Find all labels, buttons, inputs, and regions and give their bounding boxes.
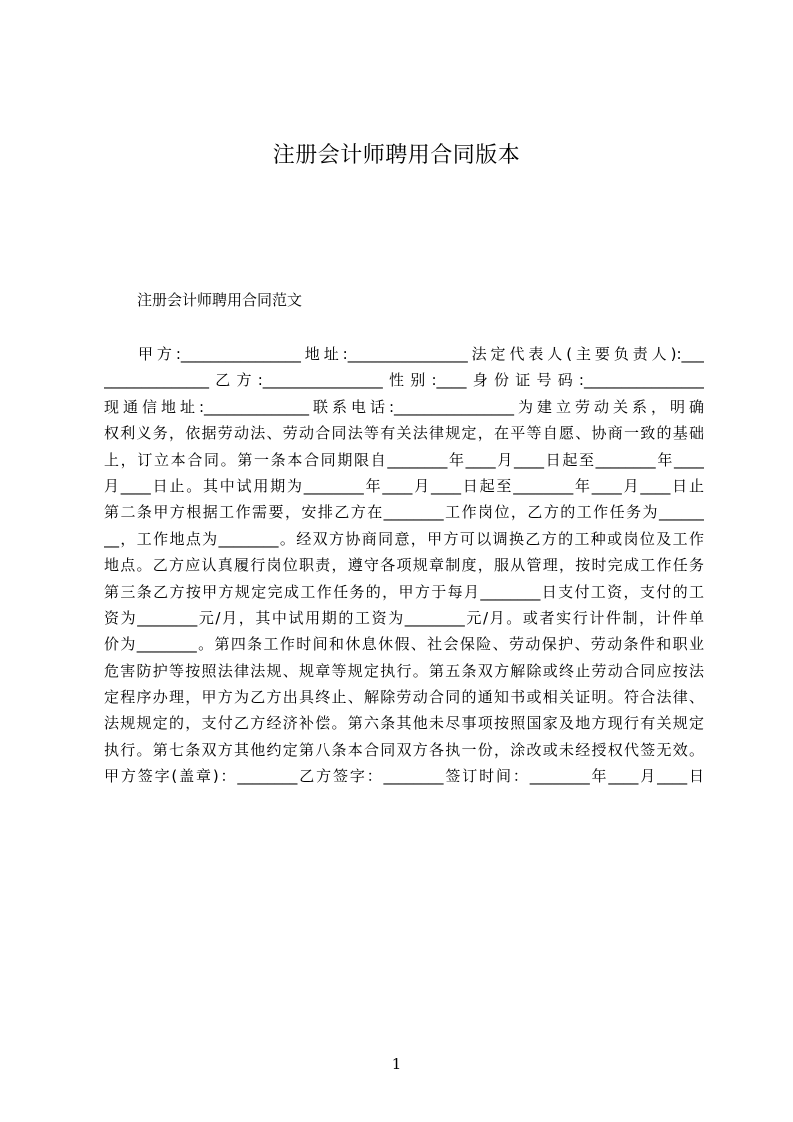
body-line: 甲方:________________地址:________________法定代表人(主要负责人):___ [138,345,704,363]
body-line: 权利义务，依据劳动法、劳动合同法等有关法律规定，在平等自愿、协商一致的基础 [104,424,704,443]
body-line: 资为________元/月，其中试用期的工资为________元/月。或者实行计件制，计件单 [104,608,704,627]
signature-line: 甲方签字(盖章)：________乙方签字：________签订时间：________年____月____日 [104,767,704,786]
body-line: 上，订立本合同。第一条本合同期限自________年____月____日起至________年____ [104,450,704,469]
body-line: 月____日止。其中试用期为________年____月____日起至________年____月____日止 [104,476,704,495]
body-line: 法规规定的，支付乙方经济补偿。第六条其他未尽事项按照国家及地方现行有关规定 [104,714,704,733]
document-subtitle: 注册会计师聘用合同范文 [137,291,303,309]
document-title: 注册会计师聘用合同版本 [272,143,521,168]
body-line: 第三条乙方按甲方规定完成工作任务的，甲方于每月________日支付工资，支付的工 [104,582,704,601]
page-number: 1 [391,1055,402,1073]
body-line: 危害防护等按照法律法规、规章等规定执行。第五条双方解除或终止劳动合同应按法 [104,661,704,680]
body-line: 执行。第七条双方其他约定第八条本合同双方各执一份，涂改或未经授权代签无效。 [104,740,704,759]
body-line: 价为________。第四条工作时间和休息休假、社会保险、劳动保护、劳动条件和职业 [104,635,704,654]
body-line: 地点。乙方应认真履行岗位职责，遵守各项规章制度，服从管理，按时完成工作任务 [104,556,704,575]
body-line: 现通信地址:______________联系电话:________________为建立劳动关系，明确 [104,397,704,416]
contract-body [104,341,704,790]
body-line: 第二条甲方根据工作需要，安排乙方在________工作岗位，乙方的工作任务为______ [104,503,704,522]
body-line: __，工作地点为________。经双方协商同意，甲方可以调换乙方的工种或岗位及工作 [104,529,704,548]
body-line: ______________乙方:________________性别:____身份证号码:________________ [104,371,704,390]
body-line: 定程序办理，甲方为乙方出具终止、解除劳动合同的通知书或相关证明。符合法律、 [104,688,704,707]
